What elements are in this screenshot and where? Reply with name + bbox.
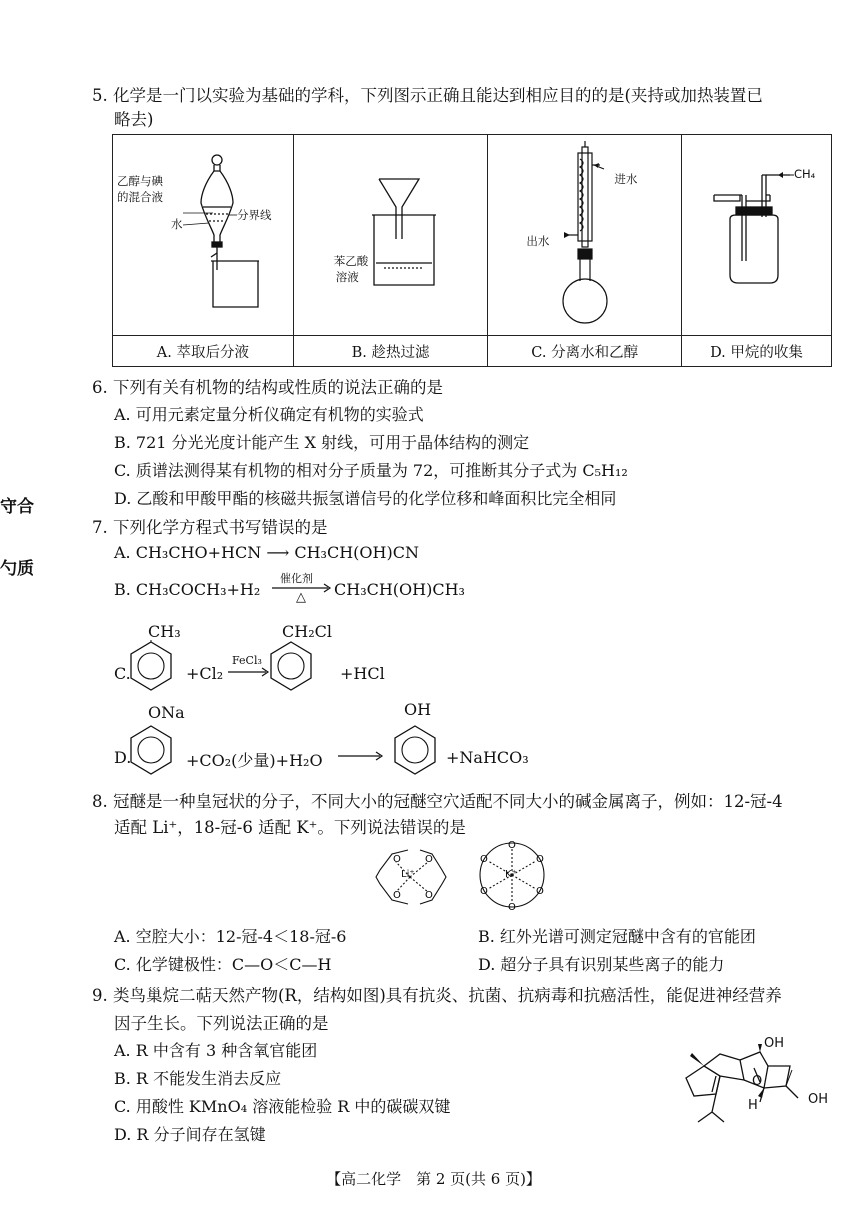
q9-option-d: D. R 分子间存在氢键: [114, 1125, 266, 1144]
q9-structure-oh2: OH: [808, 1092, 829, 1107]
q9-stem-line2: 因子生长。下列说法正确的是: [114, 1014, 329, 1033]
q8-option-b: B. 红外光谱可测定冠醚中含有的官能团: [478, 927, 756, 946]
q7-c-catalyst: FeCl₃: [232, 654, 262, 667]
q6-option-d: D. 乙酸和甲酸甲酯的核磁共振氢谱信号的化学位移和峰面积比完全相同: [114, 489, 617, 508]
caption-b: B. 趁热过滤: [293, 336, 488, 367]
fig-separatory-funnel: [113, 135, 293, 335]
fig-a-label-3: 分界线: [237, 208, 272, 222]
q6-stem: 6. 下列有关有机物的结构或性质的说法正确的是: [92, 378, 443, 397]
fig-b-label-1: 苯乙酸: [333, 254, 369, 268]
q7-c-arrow: [228, 667, 270, 677]
q6-option-a: A. 可用元素定量分析仪确定有机物的实验式: [114, 405, 424, 424]
fig-a-label-2: 的混合液: [117, 190, 163, 204]
q9-option-b: B. R 不能发生消去反应: [114, 1069, 282, 1088]
q8-stem-line2: 适配 Li⁺，18-冠-6 适配 K⁺。下列说法错误的是: [114, 818, 466, 837]
fig-distillation-condenser: [488, 135, 681, 335]
fig-a-label-4: 水: [171, 217, 183, 231]
svg-text:O: O: [536, 854, 544, 865]
q7-option-b-left: B. CH₃COCH₃+H₂: [114, 580, 261, 599]
q7-c-ch3: CH₃: [148, 622, 181, 641]
q9-structure-h: H: [748, 1098, 758, 1113]
svg-text:O: O: [536, 886, 544, 897]
q7-option-d-label: D.: [114, 748, 132, 767]
q7-c-ch2cl: CH₂Cl: [282, 622, 332, 641]
caption-c: C. 分离水和乙醇: [488, 336, 682, 367]
fig-c-label-1: 进水: [614, 172, 638, 186]
fig-gas-collection: [682, 135, 831, 335]
q7-option-a: A. CH₃CHO+HCN ⟶ CH₃CH(OH)CN: [114, 543, 419, 562]
side-text-2: 勺质: [0, 559, 34, 579]
q7-option-c-label: C.: [114, 664, 131, 683]
q7-d-arrow: [338, 751, 384, 761]
side-text-1: 守合: [0, 497, 34, 517]
svg-text:O: O: [480, 886, 488, 897]
svg-text:O: O: [508, 840, 516, 851]
q9-option-c: C. 用酸性 KMnO₄ 溶液能检验 R 中的碳碳双键: [114, 1097, 451, 1116]
svg-text:O: O: [393, 854, 401, 865]
q5-figure-table: [112, 134, 832, 367]
q5-stem-line2: 略去): [114, 110, 154, 129]
caption-a: A. 萃取后分液: [113, 336, 294, 367]
fig-hot-filtration: [294, 135, 488, 335]
caption-d: D. 甲烷的收集: [682, 336, 832, 367]
q8-option-c: C. 化学键极性：C—O＜C—H: [114, 955, 332, 974]
q7-d-ona: ONa: [148, 703, 185, 722]
svg-text:O: O: [425, 890, 433, 901]
svg-text:O: O: [508, 902, 516, 913]
q7-d-nahco3: +NaHCO₃: [446, 748, 529, 767]
page-footer: 【高二化学 第 2 页(共 6 页)】: [326, 1170, 541, 1188]
benzene-ring-icon: [268, 640, 314, 692]
q7-d-reagents: +CO₂(少量)+H₂O: [186, 751, 323, 770]
q6-option-c: C. 质谱法测得某有机物的相对分子质量为 72，可推断其分子式为 C₅H₁₂: [114, 461, 628, 480]
benzene-ring-icon: [128, 724, 174, 776]
q7-d-oh: OH: [404, 700, 432, 719]
benzene-ring-icon: [128, 640, 174, 692]
benzene-ring-icon: [392, 724, 438, 776]
svg-text:O: O: [480, 854, 488, 865]
q9-structure-o: O: [752, 1074, 763, 1089]
q9-structure-oh1: OH: [764, 1036, 785, 1051]
svg-text:O: O: [393, 890, 401, 901]
q7-stem: 7. 下列化学方程式书写错误的是: [92, 518, 328, 537]
q7-c-cl2: +Cl₂: [186, 664, 224, 683]
q5-stem-line1: 5. 化学是一门以实验为基础的学科，下列图示正确且能达到相应目的的是(夹持或加热装置已: [92, 86, 763, 105]
q7-option-b-right: CH₃CH(OH)CH₃: [334, 580, 465, 599]
fig-a-label-1: 乙醇与碘: [117, 174, 163, 188]
q7-b-catalyst: 催化剂: [280, 572, 313, 585]
q8-stem-line1: 8. 冠醚是一种皇冠状的分子，不同大小的冠醚空穴适配不同大小的碱金属离子，例如：12-冠-4: [92, 792, 783, 811]
q9-option-a: A. R 中含有 3 种含氧官能团: [114, 1041, 318, 1060]
q8-ion-li: Li⁺: [401, 869, 415, 880]
q6-option-b: B. 721 分光光度计能产生 X 射线，可用于晶体结构的测定: [114, 433, 530, 452]
svg-text:O: O: [425, 854, 433, 865]
q7-b-heat: △: [296, 590, 306, 605]
fig-c-label-2: 出水: [526, 234, 550, 248]
fig-b-label-2: 溶液: [335, 270, 359, 284]
q8-option-d: D. 超分子具有识别某些离子的能力: [478, 955, 725, 974]
q8-option-a: A. 空腔大小：12-冠-4＜18-冠-6: [114, 927, 347, 946]
q8-ion-k: K⁺: [505, 869, 517, 880]
fig-d-label-1: CH₄: [794, 167, 816, 181]
q9-stem-line1: 9. 类鸟巢烷二萜天然产物(R，结构如图)具有抗炎、抗菌、抗病毒和抗癌活性，能促进神经营养: [92, 986, 782, 1005]
q7-c-hcl: +HCl: [340, 664, 385, 683]
